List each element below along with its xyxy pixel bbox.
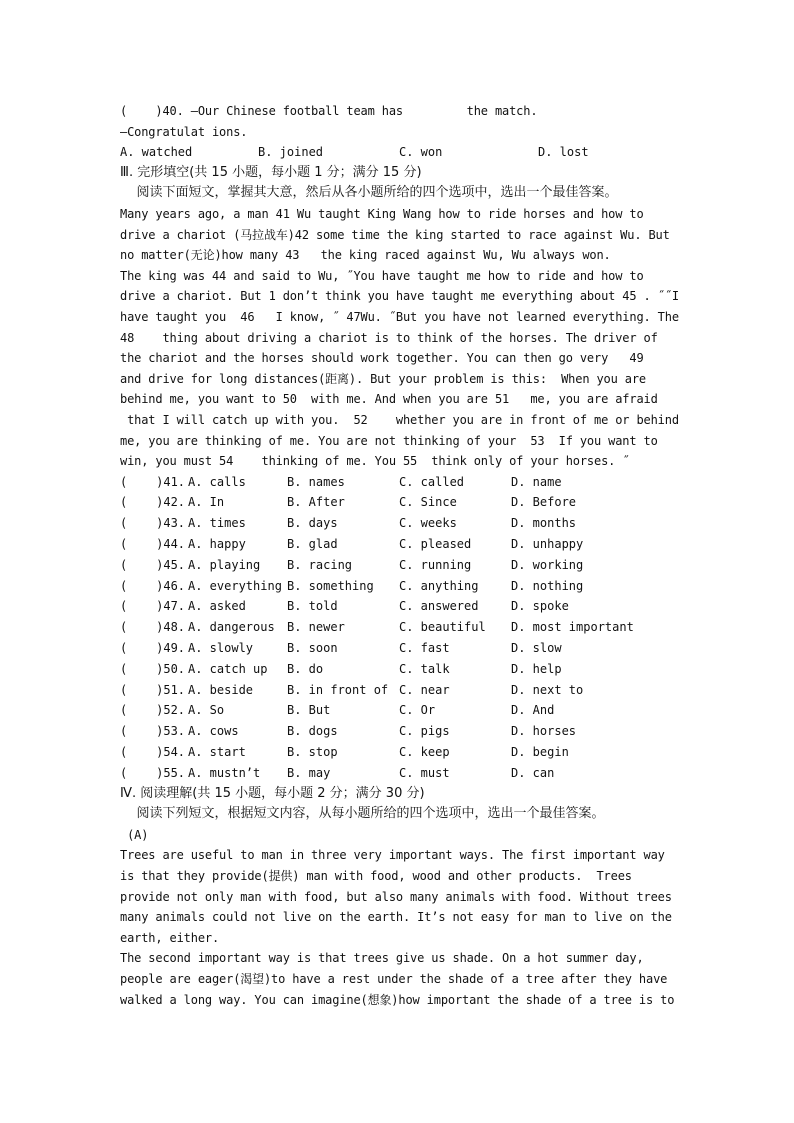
section-3-heading: Ⅲ. 完形填空(共 15 小题，每小题 1 分；满分 15 分): [120, 164, 422, 180]
option-d: D. nothing: [511, 578, 584, 593]
cloze-question-row: [120, 555, 680, 576]
option-d: D. spoke: [511, 599, 569, 614]
passage-line: 48 thing about driving a chariot is to think of the horses. The driver of: [120, 330, 658, 345]
option-c: C. called: [399, 474, 465, 489]
cloze-passage: [120, 204, 680, 472]
passage-line: and drive for long distances(距离). But your problem is this: When you are: [120, 371, 646, 386]
option-a: A. slowly: [188, 641, 254, 656]
option-a: A. beside: [188, 682, 254, 697]
option-a: A. catch up: [188, 661, 268, 676]
cloze-question-row: [120, 659, 680, 680]
option-d: D. next to: [511, 682, 584, 697]
worksheet-page: [120, 101, 680, 1010]
passage-line: provide not only man with food, but also many animals with food. Without trees: [120, 889, 672, 904]
option-d: D. months: [511, 516, 577, 531]
cloze-question-row: [120, 763, 680, 784]
option-d: D. name: [511, 474, 562, 489]
option-c: C. weeks: [399, 516, 457, 531]
option-b: B. racing: [287, 557, 353, 572]
option-d: D. unhappy: [511, 537, 584, 552]
option-d: D. And: [511, 703, 555, 718]
option-b: B. in front of: [287, 682, 389, 697]
option-a: A. mustn’t: [188, 765, 261, 780]
cloze-question-row: [120, 492, 680, 513]
option-a: A. So: [188, 703, 225, 718]
option-b: B. told: [287, 599, 338, 614]
cloze-question-row: [120, 638, 680, 659]
passage-line: is that they provide(提供) man with food, wood and other products. Trees: [120, 869, 632, 884]
option-a: A. everything: [188, 578, 282, 593]
option-a: A. calls: [188, 474, 246, 489]
cloze-question-row: [120, 617, 680, 638]
cloze-question-row: [120, 596, 680, 617]
cloze-question-row: [120, 700, 680, 721]
section-4-heading: Ⅳ. 阅读理解(共 15 小题，每小题 2 分；满分 30 分): [120, 785, 425, 801]
option-c: C. pleased: [399, 537, 472, 552]
question-number: ( )52.: [120, 703, 186, 718]
option-a: A. playing: [188, 557, 261, 572]
passage-line: earth, either.: [120, 930, 220, 945]
option-d: D. can: [511, 765, 555, 780]
option-c: C. near: [399, 682, 450, 697]
option-a: A. times: [188, 516, 246, 531]
section-4-instruction: 阅读下列短文，根据短文内容，从每小题所给的四个选项中，选出一个最佳答案。: [120, 806, 605, 822]
question-number: ( )43.: [120, 516, 186, 531]
option-b: B. something: [287, 578, 374, 593]
question-number: ( )46.: [120, 578, 186, 593]
option-a: A. asked: [188, 599, 246, 614]
option-d: D. help: [511, 661, 562, 676]
option-b: B. soon: [287, 641, 338, 656]
cloze-question-row: [120, 534, 680, 555]
question-number: ( )49.: [120, 641, 186, 656]
option-d: D. begin: [511, 745, 569, 760]
option-b: B. glad: [287, 537, 338, 552]
option-b: B. names: [287, 474, 345, 489]
option-c: C. won: [399, 145, 443, 160]
passage-line: The second important way is that trees give us shade. On a hot summer day,: [120, 951, 644, 966]
option-d: D. slow: [511, 641, 562, 656]
cloze-question-row: [120, 576, 680, 597]
passage-line: drive a chariot (马拉战车)42 some time the king started to race against Wu. But: [120, 227, 670, 242]
option-c: C. Since: [399, 495, 457, 510]
passage-line: Many years ago, a man 41 Wu taught King Wang how to ride horses and how to: [120, 206, 644, 221]
question-number: ( )47.: [120, 599, 186, 614]
passage-line: have taught you 46 I know, ˝ 47Wu. ˝But you have not learned everything. The: [120, 309, 679, 324]
passage-line: Trees are useful to man in three very important ways. The first important way: [120, 848, 665, 863]
option-b: B. days: [287, 516, 338, 531]
passage-line: the chariot and the horses should work together. You can then go very 49: [120, 351, 644, 366]
option-b: B. dogs: [287, 724, 338, 739]
reading-passage-a: [120, 845, 680, 1010]
question-number: ( )51.: [120, 682, 186, 697]
section-3-instruction: 阅读下面短文，掌握其大意，然后从各小题所给的四个选项中，选出一个最佳答案。: [120, 185, 618, 201]
passage-line: walked a long way. You can imagine(想象)how important the shade of a tree is to: [120, 992, 675, 1007]
cloze-question-row: [120, 721, 680, 742]
option-c: C. must: [399, 765, 450, 780]
question-number: ( )44.: [120, 537, 186, 552]
passage-a-label: (A): [120, 827, 149, 842]
option-b: B. newer: [287, 620, 345, 635]
option-b: B. stop: [287, 745, 338, 760]
option-c: C. talk: [399, 661, 450, 676]
question-40-options: [120, 142, 680, 163]
passage-line: behind me, you want to 50 with me. And when you are 51 me, you are afraid: [120, 392, 658, 407]
question-number: ( )50.: [120, 661, 186, 676]
cloze-question-row: [120, 680, 680, 701]
option-c: C. fast: [399, 641, 450, 656]
question-number: ( )55.: [120, 765, 186, 780]
passage-line: that I will catch up with you. 52 whether you are in front of me or behind: [120, 412, 679, 427]
option-d: D. lost: [538, 145, 589, 160]
option-d: D. Before: [511, 495, 577, 510]
passage-line: no matter(无论)how many 43 the king raced against Wu, Wu always won.: [120, 248, 611, 263]
passage-line: win, you must 54 thinking of me. You 55 think only of your horses. ˝: [120, 454, 630, 469]
passage-line: drive a chariot. But 1 don’t think you have taught me everything about 45 . ˝˝I: [120, 289, 679, 304]
option-c: C. keep: [399, 745, 450, 760]
passage-line: me, you are thinking of me. You are not thinking of your 53 If you want to: [120, 433, 658, 448]
option-b: B. joined: [258, 145, 324, 160]
option-d: D. working: [511, 557, 584, 572]
option-a: A. cows: [188, 724, 239, 739]
option-c: C. Or: [399, 703, 436, 718]
question-40-stem: ( )40. —Our Chinese football team has the match.: [120, 104, 538, 118]
question-number: ( )48.: [120, 620, 186, 635]
question-number: ( )41.: [120, 474, 186, 489]
option-d: D. horses: [511, 724, 577, 739]
option-c: C. running: [399, 557, 472, 572]
cloze-question-row: [120, 472, 680, 493]
option-b: B. But: [287, 703, 331, 718]
passage-line: The king was 44 and said to Wu, ˝You have taught me how to ride and how to: [120, 268, 644, 283]
option-c: C. anything: [399, 578, 479, 593]
option-c: C. answered: [399, 599, 479, 614]
question-number: ( )45.: [120, 557, 186, 572]
option-c: C. pigs: [399, 724, 450, 739]
option-a: A. In: [188, 495, 225, 510]
question-number: ( )53.: [120, 724, 186, 739]
option-c: C. beautiful: [399, 620, 486, 635]
option-a: A. watched: [120, 145, 193, 160]
cloze-question-list: [120, 472, 680, 784]
cloze-question-row: [120, 742, 680, 763]
passage-line: people are eager(渴望)to have a rest under the shade of a tree after they have: [120, 971, 668, 986]
option-a: A. start: [188, 745, 246, 760]
question-number: ( )54.: [120, 745, 186, 760]
question-40-reply: —Congratulat ions.: [120, 124, 248, 139]
question-number: ( )42.: [120, 495, 186, 510]
passage-line: many animals could not live on the earth. It’s not easy for man to live on the: [120, 910, 672, 925]
option-d: D. most important: [511, 620, 634, 635]
option-a: A. dangerous: [188, 620, 275, 635]
option-a: A. happy: [188, 537, 246, 552]
option-b: B. do: [287, 661, 324, 676]
cloze-question-row: [120, 513, 680, 534]
option-b: B. After: [287, 495, 345, 510]
option-b: B. may: [287, 765, 331, 780]
